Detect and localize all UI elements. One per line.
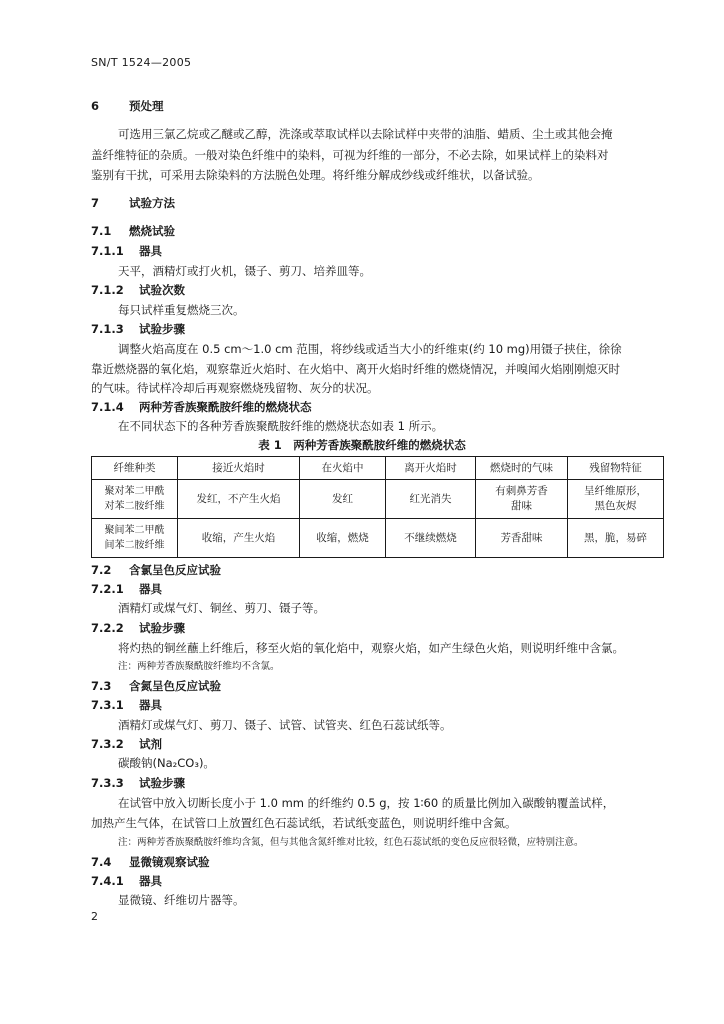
section-7-3-3-para-line: 在试管中放入切断长度小于 1.0 mm 的纤维约 0.5 g，按 1∶60 的质量比例加入碳酸钠覆盖试样， bbox=[118, 796, 615, 810]
section-7-1-1-heading: 7.1.1 器具 bbox=[91, 244, 162, 258]
section-7-3-1-heading: 7.3.1 器具 bbox=[91, 698, 162, 712]
section-7-2-heading: 7.2 含氯呈色反应试验 bbox=[91, 563, 221, 577]
section-7-4-1-text: 显微镜、纤维切片器等。 bbox=[118, 893, 245, 907]
table-cell: 收缩，产生火焰 bbox=[178, 519, 300, 558]
section-7-1-4-text: 在不同状态下的各种芳香族聚酰胺纤维的燃烧状态如表 1 所示。 bbox=[118, 419, 444, 433]
table-cell: 发红，不产生火焰 bbox=[178, 480, 300, 519]
section-7-3-3-note: 注：两种芳香族聚酰胺纤维均含氮，但与其他含氮纤维对比较，红色石蕊试纸的变色反应很轻微，应特别注意。 bbox=[118, 837, 584, 848]
section-7-2-1-heading: 7.2.1 器具 bbox=[91, 582, 162, 596]
table-row bbox=[92, 519, 664, 558]
table-cell: 聚对苯二甲酰 对苯二胺纤维 bbox=[92, 480, 178, 519]
table-header-cell: 接近火焰时 bbox=[178, 457, 300, 480]
section-7-1-3-para-line: 靠近燃烧器的氧化焰，观察靠近火焰时、在火焰中、离开火焰时纤维的燃烧情况，并嗅闻火焰刚刚熄灭时 bbox=[91, 362, 620, 376]
section-7-1-heading: 7.1 燃烧试验 bbox=[91, 224, 175, 238]
section-7-2-2-note: 注：两种芳香族聚酰胺纤维均不含氯。 bbox=[118, 661, 280, 672]
section-6-heading: 6 预处理 bbox=[91, 99, 164, 113]
table-cell: 红光消失 bbox=[386, 480, 476, 519]
section-7-3-2-heading: 7.3.2 试剂 bbox=[91, 737, 162, 751]
section-7-1-3-para-line: 调整火焰高度在 0.5 cm～1.0 cm 范围，将纱线或适当大小的纤维束(约 10 mg)用镊子挟住，徐徐 bbox=[118, 342, 622, 356]
section-7-3-3-para-line: 加热产生气体，在试管口上放置红色石蕊试纸，若试纸变蓝色，则说明纤维中含氮。 bbox=[91, 816, 517, 830]
section-7-4-heading: 7.4 显微镜观察试验 bbox=[91, 855, 210, 869]
table-cell: 黑，脆，易碎 bbox=[568, 519, 664, 558]
table-cell: 不继续燃烧 bbox=[386, 519, 476, 558]
section-7-1-2-text: 每只试样重复燃烧三次。 bbox=[118, 303, 245, 317]
section-7-1-3-para-line: 的气味。待试样冷却后再观察燃烧残留物、灰分的状况。 bbox=[91, 381, 379, 395]
section-7-2-2-heading: 7.2.2 试验步骤 bbox=[91, 621, 185, 635]
section-7-4-1-heading: 7.4.1 器具 bbox=[91, 874, 162, 888]
table-row bbox=[92, 480, 664, 519]
section-7-1-2-heading: 7.1.2 试验次数 bbox=[91, 283, 185, 297]
table-header-cell: 纤维种类 bbox=[92, 457, 178, 480]
table-cell: 芳香甜味 bbox=[476, 519, 568, 558]
table-header-cell: 燃烧时的气味 bbox=[476, 457, 568, 480]
section-7-1-4-heading: 7.1.4 两种芳香族聚酰胺纤维的燃烧状态 bbox=[91, 400, 312, 414]
section-7-3-2-text: 碳酸钠(Na₂CO₃)。 bbox=[118, 756, 215, 770]
table-1 bbox=[91, 456, 664, 558]
table-cell: 有刺鼻芳香 甜味 bbox=[476, 480, 568, 519]
section-6-para-line: 鉴别有干扰，可采用去除染料的方法脱色处理。将纤维分解成纱线或纤维状，以备试验。 bbox=[91, 168, 540, 182]
section-6-para-line: 可选用三氯乙烷或乙醚或乙醇，洗涤或萃取试样以去除试样中夹带的油脂、蜡质、尘土或其他会掩 bbox=[118, 127, 613, 141]
table-header-cell: 离开火焰时 bbox=[386, 457, 476, 480]
table-header-cell: 残留物特征 bbox=[568, 457, 664, 480]
section-7-3-heading: 7.3 含氮呈色反应试验 bbox=[91, 679, 221, 693]
section-7-2-1-text: 酒精灯或煤气灯、铜丝、剪刀、镊子等。 bbox=[118, 601, 325, 615]
section-7-2-2-text: 将灼热的铜丝蘸上纤维后，移至火焰的氧化焰中，观察火焰，如产生绿色火焰，则说明纤维中含氯。 bbox=[118, 641, 624, 655]
standard-code: SN/T 1524—2005 bbox=[91, 56, 192, 69]
section-7-1-3-heading: 7.1.3 试验步骤 bbox=[91, 322, 185, 336]
section-7-3-1-text: 酒精灯或煤气灯、剪刀、镊子、试管、试管夹、红色石蕊试纸等。 bbox=[118, 718, 452, 732]
section-6-para-line: 盖纤维特征的杂质。一般对染色纤维中的染料，可视为纤维的一部分，不必去除，如果试样上的染料对 bbox=[91, 148, 609, 162]
table-cell: 发红 bbox=[300, 480, 386, 519]
section-7-3-3-heading: 7.3.3 试验步骤 bbox=[91, 776, 185, 790]
table-header-cell: 在火焰中 bbox=[300, 457, 386, 480]
table-cell: 收缩，燃烧 bbox=[300, 519, 386, 558]
table-1-caption: 表 1 两种芳香族聚酰胺纤维的燃烧状态 bbox=[258, 438, 466, 452]
page-number: 2 bbox=[91, 910, 98, 923]
section-7-1-1-text: 天平，酒精灯或打火机，镊子、剪刀、培养皿等。 bbox=[118, 264, 371, 278]
table-header-row bbox=[92, 457, 664, 480]
section-7-heading: 7 试验方法 bbox=[91, 196, 175, 210]
table-cell: 聚间苯二甲酰 间苯二胺纤维 bbox=[92, 519, 178, 558]
table-cell: 呈纤维原形， 黑色灰烬 bbox=[568, 480, 664, 519]
